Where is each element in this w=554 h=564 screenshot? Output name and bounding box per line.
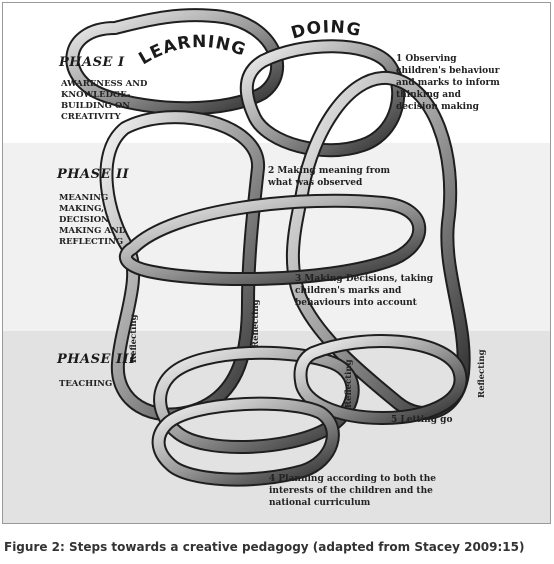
step-5-text: 5 Letting go bbox=[391, 415, 453, 425]
doing-heading: DOING bbox=[288, 17, 364, 44]
phase-2-title: PHASE II bbox=[57, 167, 130, 182]
phase-1-description: AWARENESS AND KNOWLEDGE- BUILDING ON CREATIVITY bbox=[61, 79, 148, 122]
reflecting-label: Reflecting bbox=[344, 359, 354, 408]
step-1-text: 1 Observing children's behaviour and marks to inform thinking and decision making bbox=[396, 54, 500, 112]
phase-3-title: PHASE III bbox=[57, 352, 136, 367]
reflecting-label: Reflecting bbox=[477, 349, 487, 398]
step-4-text: 4 Planning according to both the interests of the children and the national curriculum bbox=[269, 474, 436, 508]
step-3-text: 3 Making Decisions, taking children's marks and behaviours into account bbox=[295, 274, 434, 308]
reflecting-label: Reflecting bbox=[251, 299, 261, 348]
phase-2-description: MEANING MAKING, DECISION MAKING AND REFLECTING bbox=[59, 193, 127, 247]
reflecting-label: Reflecting bbox=[129, 314, 139, 363]
diagram-frame bbox=[2, 2, 551, 524]
step-2-text: 2 Making meaning from what was observed bbox=[268, 166, 390, 188]
figure-caption: Figure 2: Steps towards a creative pedagogy (adapted from Stacey 2009:15) bbox=[4, 540, 525, 554]
phase-3-description: TEACHING bbox=[59, 379, 113, 389]
learning-heading: LEARNING bbox=[135, 31, 249, 70]
phase-1-title: PHASE I bbox=[59, 55, 125, 70]
